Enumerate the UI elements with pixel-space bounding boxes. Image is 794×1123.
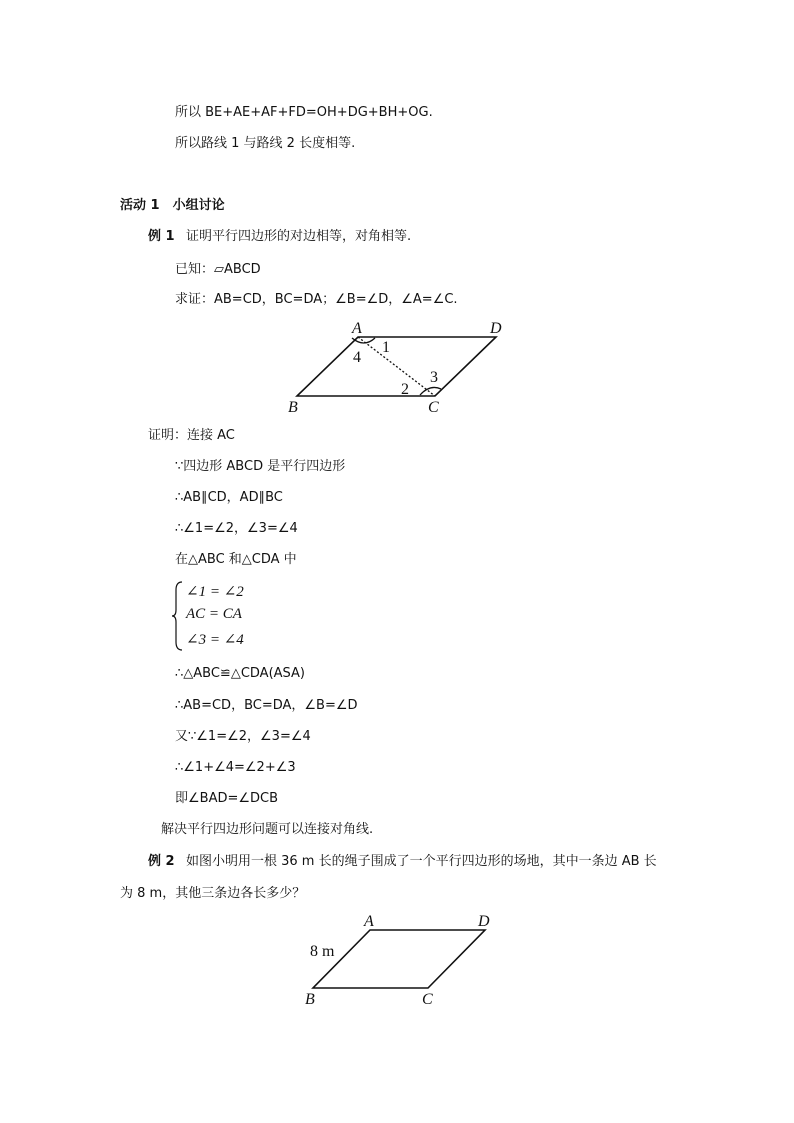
example2-label: 例 2 <box>148 854 175 869</box>
angle-label-1: 1 <box>382 339 390 356</box>
parallelogram-figure-1 <box>280 316 520 418</box>
diagonal-ac <box>358 337 435 396</box>
tip-line: 解决平行四边形问题可以连接对角线. <box>161 822 374 837</box>
proof-step-3: ∴∠1=∠2，∠3=∠4 <box>175 521 298 536</box>
vertex-label-c: C <box>428 399 439 416</box>
vertex-label-a-2: A <box>364 913 374 930</box>
brace-symbol <box>172 580 184 652</box>
example2-text-cont: 为 8 m，其他三条边各长多少？ <box>120 886 306 901</box>
system-eq-1: ∠1 = ∠2 <box>186 584 244 600</box>
vertex-label-b-2: B <box>305 991 315 1008</box>
proof-step-9: 即∠BAD=∠DCB <box>175 791 279 806</box>
line-conclusion-equal: 所以路线 1 与路线 2 长度相等. <box>175 136 356 151</box>
vertex-label-c-2: C <box>422 991 433 1008</box>
prove-line: 求证：AB=CD，BC=DA；∠B=∠D，∠A=∠C. <box>175 292 458 307</box>
example1-text: 证明平行四边形的对边相等，对角相等. <box>186 229 412 244</box>
proof-start: 证明：连接 AC <box>148 428 235 443</box>
activity-heading: 活动 1 小组讨论 <box>120 198 225 213</box>
proof-step-6: ∴AB=CD，BC=DA，∠B=∠D <box>175 698 358 713</box>
angle-label-4: 4 <box>353 349 361 366</box>
proof-step-1: ∵四边形 ABCD 是平行四边形 <box>175 459 346 474</box>
angle-label-2: 2 <box>401 381 409 398</box>
parallelogram-shape-2 <box>313 930 485 988</box>
vertex-label-d-2: D <box>478 913 490 930</box>
vertex-label-d: D <box>490 320 502 337</box>
proof-step-8: ∴∠1+∠4=∠2+∠3 <box>175 760 296 775</box>
system-eq-2: AC = CA <box>186 606 242 622</box>
vertex-label-a: A <box>352 320 362 337</box>
system-eq-3: ∠3 = ∠4 <box>186 632 244 648</box>
given-line: 已知：▱ABCD <box>175 262 261 277</box>
example2-text: 如图小明用一根 36 m 长的绳子围成了一个平行四边形的场地，其中一条边 AB 长 <box>186 854 657 869</box>
proof-step-2: ∴AB∥CD，AD∥BC <box>175 490 283 505</box>
proof-step-5: ∴△ABC≌△CDA(ASA) <box>175 666 305 681</box>
proof-step-7: 又∵∠1=∠2，∠3=∠4 <box>175 729 311 744</box>
example1-label: 例 1 <box>148 229 175 244</box>
side-length-label: 8 m <box>310 943 335 960</box>
proof-step-4: 在△ABC 和△CDA 中 <box>175 552 297 567</box>
parallelogram-figure-2 <box>290 908 510 1010</box>
line-conclusion-sum: 所以 BE+AE+AF+FD=OH+DG+BH+OG. <box>175 105 433 120</box>
angle-label-3: 3 <box>430 369 438 386</box>
vertex-label-b: B <box>288 399 298 416</box>
